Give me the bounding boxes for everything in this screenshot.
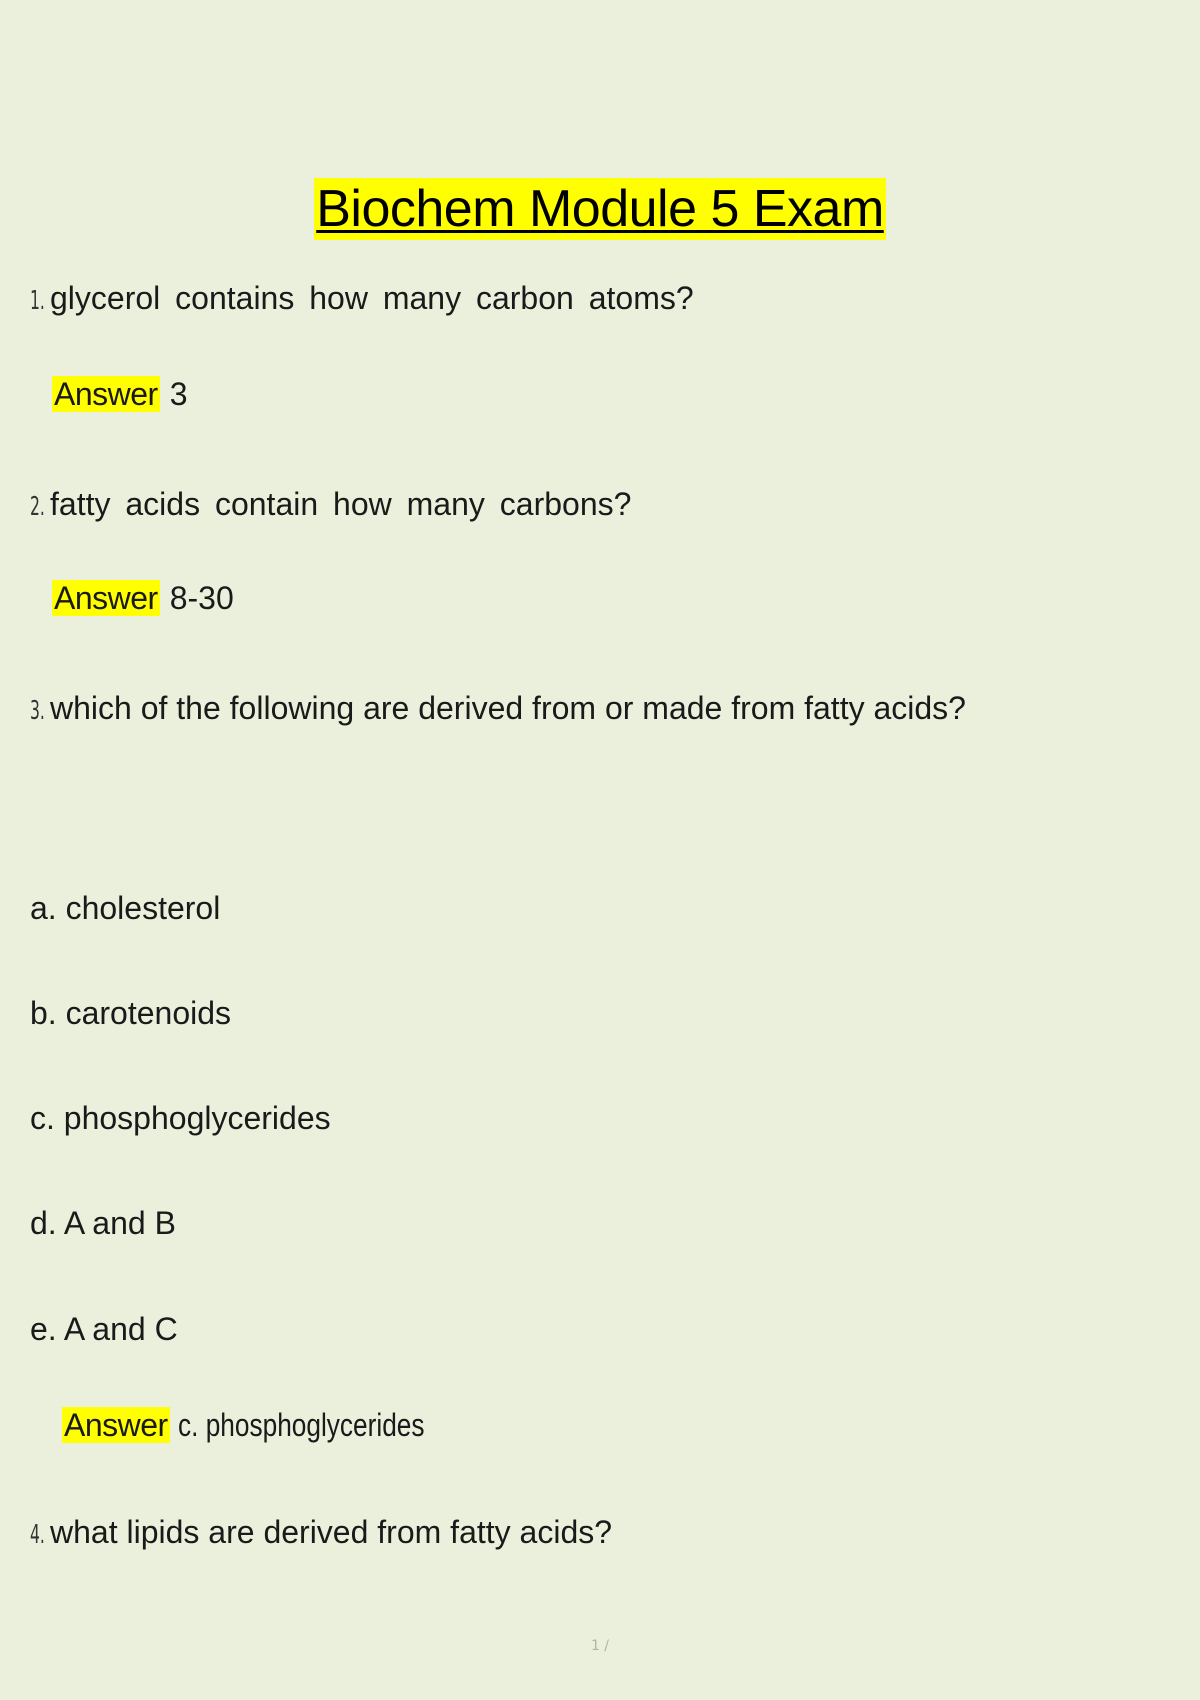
answer-label: Answer xyxy=(54,580,158,616)
document-title: Biochem Module 5 Exam xyxy=(316,180,884,238)
title-container xyxy=(0,178,1200,240)
answer-value: 8-30 xyxy=(169,580,234,616)
option-d: d. A and B xyxy=(30,1205,176,1241)
answer-label: Answer xyxy=(54,376,158,412)
answer-3 xyxy=(62,1405,478,1445)
answer-value: 3 xyxy=(169,376,188,412)
question-4 xyxy=(30,1512,612,1555)
option-c: c. phosphoglycerides xyxy=(30,1100,331,1136)
question-text: which of the following are derived from or made from fatty acids? xyxy=(50,690,966,726)
question-number: 3. xyxy=(30,696,45,726)
question-3 xyxy=(30,688,966,731)
question-text: fatty acids contain how many carbons? xyxy=(50,486,632,522)
question-number: 2. xyxy=(30,492,45,522)
page-number: 1 / xyxy=(590,1638,610,1654)
answer-2 xyxy=(52,578,234,618)
question-2 xyxy=(30,484,631,527)
question-text: what lipids are derived from fatty acids? xyxy=(50,1514,613,1550)
question-1 xyxy=(30,278,694,321)
answer-1 xyxy=(52,374,188,414)
question-text: glycerol contains how many carbon atoms? xyxy=(50,280,694,316)
option-b: b. carotenoids xyxy=(30,995,232,1031)
question-number: 1. xyxy=(30,286,45,316)
answer-value: c. phosphoglycerides xyxy=(177,1407,425,1443)
question-number: 4. xyxy=(30,1520,45,1550)
option-e: e. A and C xyxy=(30,1311,178,1347)
option-a: a. cholesterol xyxy=(30,890,221,926)
answer-label: Answer xyxy=(64,1407,168,1443)
